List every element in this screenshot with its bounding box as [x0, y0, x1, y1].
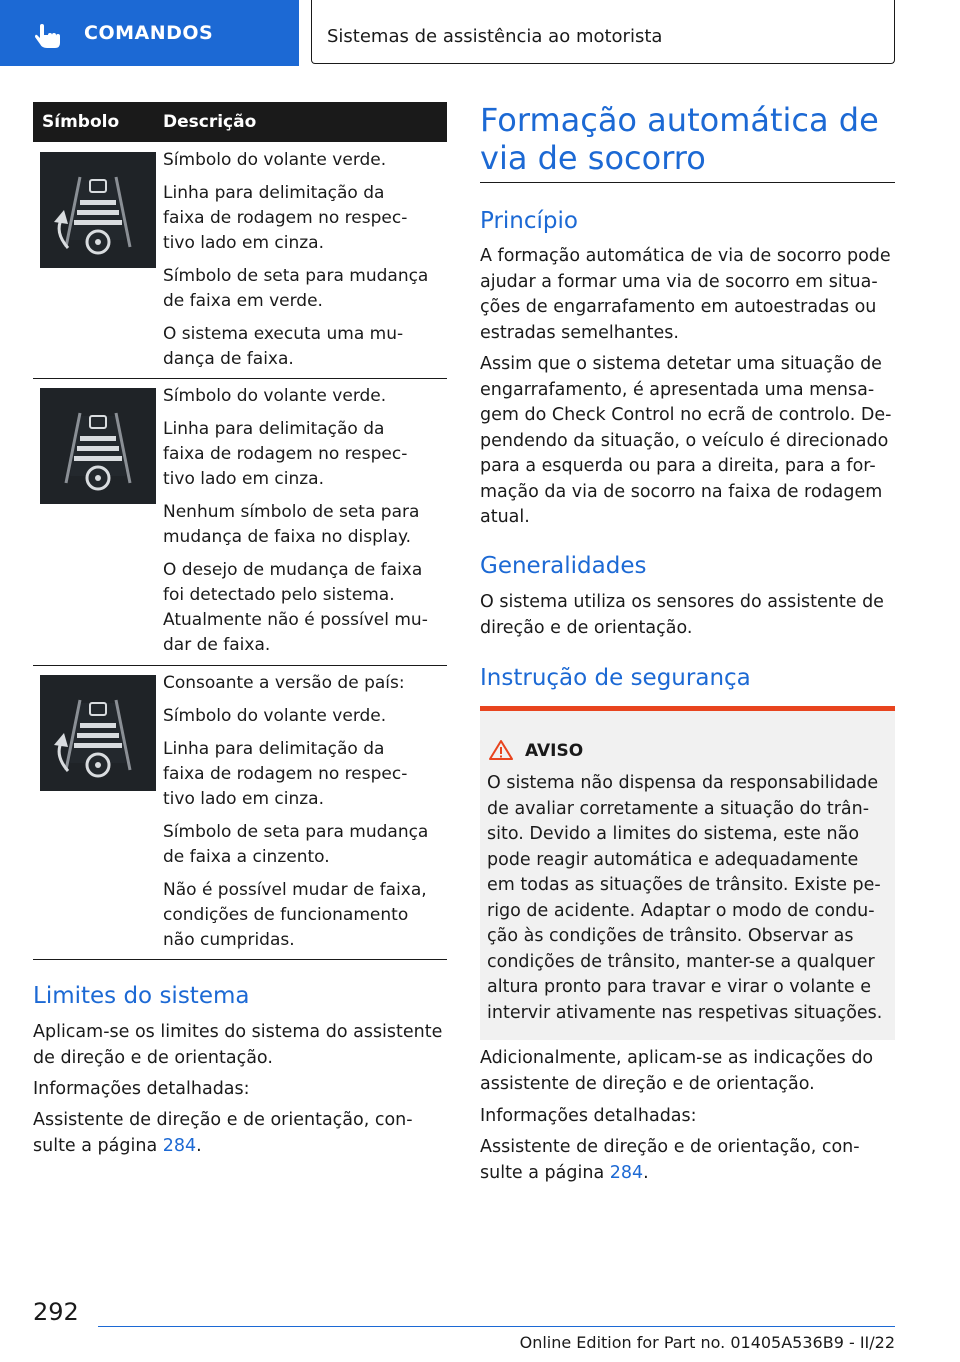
limits-paragraph: Aplicam-se os limites do sistema do assistente de direção e de orientação.	[33, 1022, 443, 1068]
warning-title: AVISO	[525, 741, 584, 761]
title-underline	[480, 182, 895, 183]
section-title: Formação automática de via de socorro	[480, 101, 879, 177]
principle-paragraph: A formação automática de via de socorro pode ajudar a formar uma via de socorro em situa- ções de engarrafamento em autoestradas ou estradas semelhantes.	[480, 246, 891, 343]
principle-heading: Princípio	[480, 208, 578, 234]
row-description	[163, 384, 453, 666]
description-line: Símbolo do volante verde.	[163, 150, 387, 170]
description-line: Linha para delimitação da faixa de rodagem no respec- tivo lado em cinza.	[163, 183, 408, 253]
description-line: Linha para delimitação da faixa de rodagem no respec- tivo lado em cinza.	[163, 739, 408, 809]
section-tab	[0, 0, 299, 66]
symbol-table-header	[33, 102, 447, 142]
warning-box	[480, 706, 895, 1040]
column-symbol: Símbolo	[42, 112, 120, 132]
row-divider	[33, 665, 447, 666]
edition-info: Online Edition for Part no. 01405A536B9 - II/22	[519, 1333, 895, 1352]
column-description: Descrição	[163, 112, 257, 132]
warning-triangle-icon	[488, 739, 514, 761]
lane-change-display-icon	[40, 152, 156, 268]
page-number: 292	[33, 1298, 79, 1326]
row-divider	[33, 959, 447, 960]
punctuation: .	[196, 1135, 202, 1156]
lane-change-display-icon	[40, 388, 156, 504]
description-line: Consoante a versão de país:	[163, 673, 405, 693]
description-line: Nenhum símbolo de seta para mudança de faixa no display.	[163, 502, 420, 547]
reference-text: Assistente de direção e de orientação, con- sulte a página	[480, 1137, 860, 1183]
description-line: Símbolo de seta para mudança de faixa em verde.	[163, 266, 429, 311]
general-heading: Generalidades	[480, 553, 647, 579]
footer-line	[98, 1326, 895, 1327]
chapter-title: Sistemas de assistência ao motorista	[327, 26, 663, 47]
row-divider	[33, 378, 447, 379]
description-line: Não é possível mudar de faixa, condições de funcionamento não cumpridas.	[163, 880, 427, 950]
safety-heading: Instrução de segurança	[480, 665, 751, 691]
lane-change-display-icon	[40, 675, 156, 791]
reference-text: Assistente de direção e de orientação, con- sulte a página	[33, 1110, 413, 1156]
limits-paragraph	[33, 1108, 453, 1159]
description-line: O desejo de mudança de faixa foi detectado pelo sistema. Atualmente não é possível mu- dar de faixa.	[163, 560, 428, 655]
row-description	[163, 148, 453, 380]
additional-paragraph: Adicionalmente, aplicam-se as indicações do assistente de direção e de orientação.	[480, 1048, 874, 1094]
limits-heading: Limites do sistema	[33, 983, 250, 1009]
description-line: Símbolo de seta para mudança de faixa a cinzento.	[163, 822, 429, 867]
chapter-title-box	[311, 0, 895, 64]
pointing-hand-icon	[34, 24, 64, 50]
page-link[interactable]: 284	[162, 1135, 197, 1156]
description-line: Símbolo do volante verde.	[163, 706, 387, 726]
description-line: O sistema executa uma mu- dança de faixa.	[163, 324, 404, 369]
warning-text: O sistema não dispensa da responsabilidade de avaliar corretamente a situação do trân- sito. Devido a limites do sistema, este não pode reagir automática e adequadamente em todas as situações de trânsito. Existe pe- rigo de acidente. Adaptar o modo de condu- ção às condições de trânsito. Observar as condições de trânsito, manter-se a qualquer altura pronto para travar e virar o volante e intervir ativamente nas respetivas situações.	[487, 773, 883, 1023]
principle-paragraph: Assim que o sistema detetar uma situação de engarrafamento, é apresentada uma mensa- gem do Check Control no ecrã de controlo. De- pendendo da situação, o veículo é direcionado para a esquerda ou para a direita, para a for- mação da via de socorro na faixa de rodagem atual.	[480, 354, 892, 527]
general-paragraph: O sistema utiliza os sensores do assistente de direção e de orientação.	[480, 592, 884, 638]
punctuation: .	[643, 1162, 649, 1183]
additional-paragraph	[480, 1135, 900, 1186]
limits-paragraph: Informações detalhadas:	[33, 1079, 250, 1099]
description-line: Símbolo do volante verde.	[163, 386, 387, 406]
row-description	[163, 671, 453, 961]
section-label: COMANDOS	[84, 22, 214, 44]
page-link[interactable]: 284	[609, 1162, 644, 1183]
description-line: Linha para delimitação da faixa de rodagem no respec- tivo lado em cinza.	[163, 419, 408, 489]
additional-paragraph: Informações detalhadas:	[480, 1106, 697, 1126]
page-header	[0, 0, 960, 66]
